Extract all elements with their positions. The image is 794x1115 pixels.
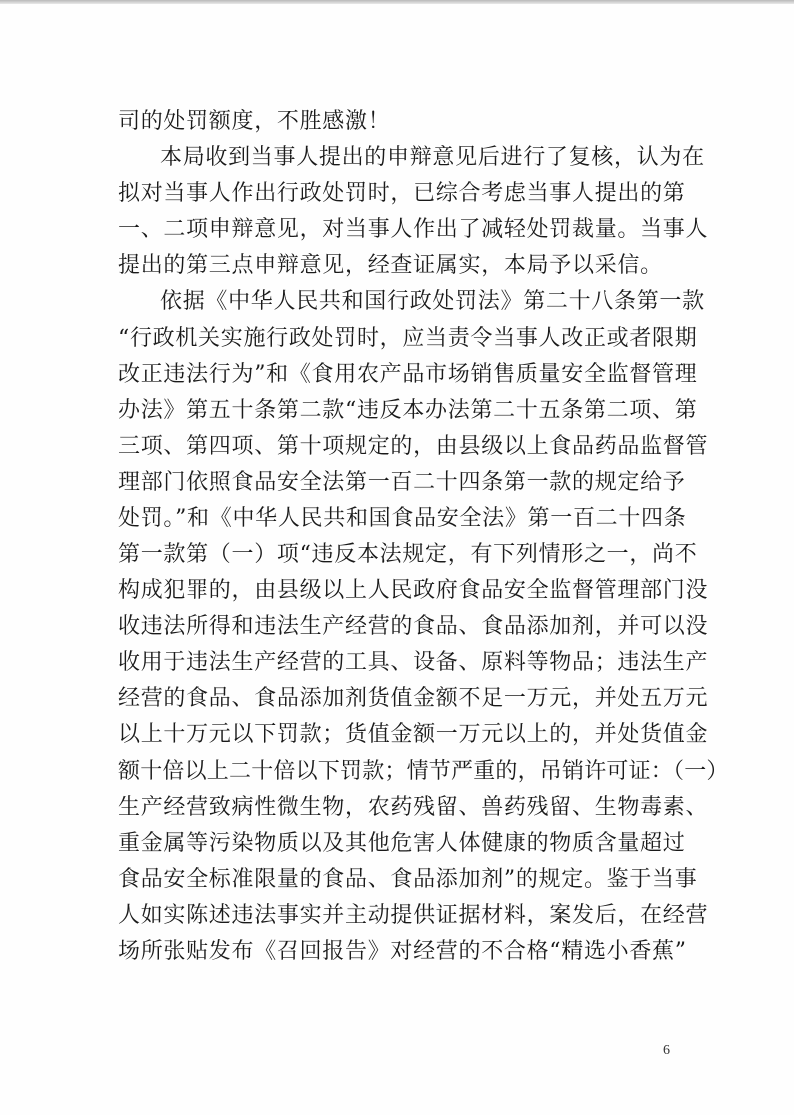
text-line: 以上十万元以下罚款；货值金额一万元以上的，并处货值金: [118, 722, 709, 747]
text-line: 收用于违法生产经营的工具、设备、原料等物品；违法生产: [118, 650, 709, 675]
text-line: 三项、第四项、第十项规定的，由县级以上食品药品监督管: [118, 434, 709, 459]
text-line: 构成犯罪的，由县级以上人民政府食品安全监督管理部门没: [118, 578, 709, 603]
text-line: 人如实陈述违法事实并主动提供证据材料，案发后，在经营: [118, 903, 709, 928]
text-line: 司的处罚额度，不胜感激！: [118, 109, 391, 134]
text-line: 生产经营致病性微生物，农药残留、兽药残留、生物毒素、: [118, 795, 709, 820]
text-line: 重金属等污染物质以及其他危害人体健康的物质含量超过: [118, 831, 686, 856]
text-line: 额十倍以上二十倍以下罚款；情节严重的，吊销许可证：（一）: [118, 759, 729, 784]
text-line: 提出的第三点申辩意见，经查证属实，本局予以采信。: [118, 253, 663, 278]
text-line: 依据《中华人民共和国行政处罚法》第二十八条第一款: [160, 289, 705, 314]
text-line: 食品安全标准限量的食品、食品添加剂”的规定。鉴于当事: [118, 867, 698, 892]
scan-top-edge: [0, 0, 794, 4]
text-line: “行政机关实施行政处罚时，应当责令当事人改正或者限期: [118, 326, 698, 351]
text-line: 经营的食品、食品添加剂货值金额不足一万元，并处五万元: [118, 686, 709, 711]
text-line: 改正违法行为”和《食用农产品市场销售质量安全监督管理: [118, 362, 698, 387]
page-number: 6: [663, 1043, 670, 1058]
text-line: 拟对当事人作出行政处罚时，已综合考虑当事人提出的第: [118, 181, 686, 206]
text-line: 办法》第五十条第二款“违反本办法第二十五条第二项、第: [118, 398, 698, 423]
text-line: 收违法所得和违法生产经营的食品、食品添加剂，并可以没: [118, 614, 709, 639]
text-line: 处罚。”和《中华人民共和国食品安全法》第一百二十四条: [118, 506, 687, 531]
text-line: 第一款第（一）项“违反本法规定，有下列情形之一，尚不: [118, 542, 698, 567]
text-line: 本局收到当事人提出的申辩意见后进行了复核，认为在: [160, 145, 705, 170]
text-line: 一、二项申辩意见，对当事人作出了减轻处罚裁量。当事人: [118, 217, 709, 242]
text-line: 场所张贴发布《召回报告》对经营的不合格“精选小香蕉”: [118, 939, 687, 964]
text-line: 理部门依照食品安全法第一百二十四条第一款的规定给予: [118, 470, 686, 495]
